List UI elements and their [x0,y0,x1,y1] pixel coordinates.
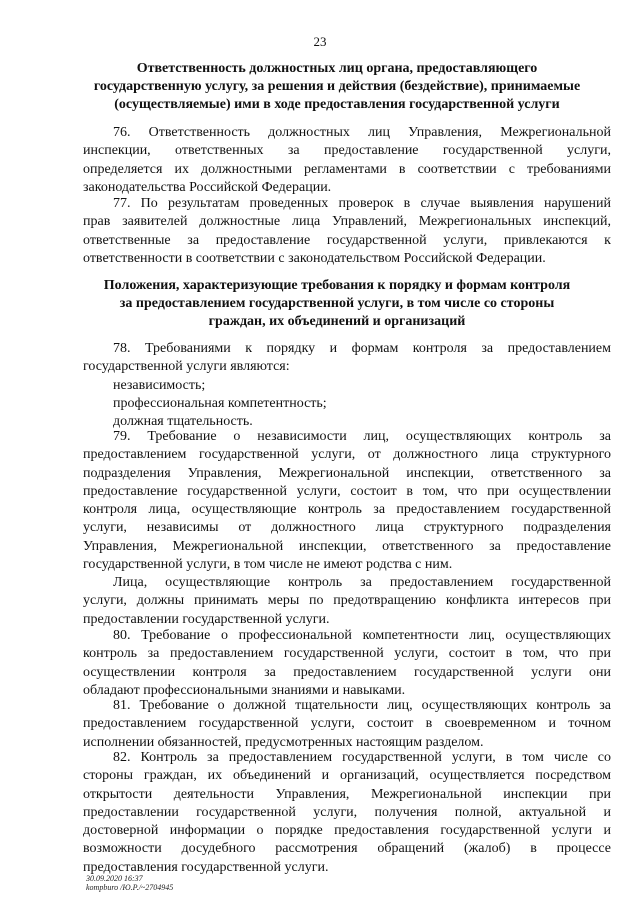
paragraph-79-continued [83,574,611,629]
page-number: 23 [313,34,327,49]
para-line: предоставлении государственной услуги, получения полной, актуальной и [83,804,611,820]
para-line: стороны граждан, их объединений и организаций, осуществляется посредством [83,768,611,784]
para-line: 82. Контроль за предоставлением государственной услуги, в том числе со [113,750,611,765]
para-line: определяется их должностными регламентами в соответствии с требованиями [83,161,611,177]
heading-line: за предоставлением государственной услуги, в том числе со стороны [119,296,555,311]
para-line: предоставлении государственной услуги. [83,611,330,627]
para-line: подразделения Управления, Межрегиональной инспекции, ответственного за [83,465,611,481]
heading-line: Ответственность должностных лиц органа, предоставляющего [136,61,538,76]
section-heading-responsibility [82,60,592,114]
para-line: услуги, должны принимать меры по предотвращению конфликта интересов при [83,593,611,609]
paragraph-82 [83,749,611,877]
list-item: должная тщательность. [113,414,253,430]
heading-line: государственную услугу, за решения и действия (бездействие), принимаемые [93,79,581,94]
para-line: возможности досудебного рассмотрения обращений (жалоб) в процессе [83,841,611,857]
para-line: государственной услуги являются: [83,359,290,375]
para-line: 78. Требованиями к порядку и формам контроля за предоставлением [113,341,611,356]
heading-line: (осуществляемые) ими в ходе предоставления государственной услуги [114,97,560,112]
paragraph-79 [83,428,611,574]
para-line: 77. По результатам проведенных проверок в случае выявления нарушений [113,196,611,211]
para-line: ответственности в соответствии с законодательством Российской Федерации. [83,250,546,266]
footer-stamp [86,874,173,892]
paragraph-76 [83,124,611,197]
para-line: 79. Требование о независимости лиц, осуществляющих контроль за [113,429,611,444]
para-line: прав заявителей должностные лица Управлений, Межрегиональных инспекций, [83,214,611,230]
para-line: инспекции, ответственных за предоставление государственной услуги, [83,143,611,159]
para-line: контроль за предоставлением государственной услуги, состоит в том, что при [83,646,611,662]
para-line: обладают профессиональными знаниями и навыками. [83,682,406,698]
para-line: предоставления государственной услуги. [83,859,329,875]
paragraph-81 [83,697,611,752]
para-line: исполнении обязанностей, предусмотренных настоящим разделом. [83,734,484,750]
list-item: профессиональная компетентность; [113,395,327,411]
para-line: 76. Ответственность должностных лиц Управления, Межрегиональной [113,125,611,140]
para-line: 81. Требование о должной тщательности лиц, осуществляющих контроль за [113,698,611,713]
para-line: 80. Требование о профессиональной компетентности лиц, осуществляющих [113,628,611,643]
paragraph-78 [83,340,611,431]
heading-line: граждан, их объединений и организаций [208,314,466,329]
para-line: Лица, осуществляющие контроль за предоставлением государственной [113,575,611,590]
para-line: осуществлении контроля за предоставлением государственной услуги они [83,664,611,680]
para-line: контроля лица, осуществляющие контроль за предоставлением государственной [83,502,611,518]
list-item: независимость; [113,377,206,393]
footer-date: 30.09.2020 16:37 [86,874,143,883]
heading-line: Положения, характеризующие требования к порядку и формам контроля [103,278,571,293]
para-line: ответственные за предоставление государственной услуги, привлекаются к [83,232,611,248]
para-line: достоверной информации о порядке предоставления государственной услуги и [83,823,611,839]
para-line: услуги, независимы от должностного лица структурного подразделения [83,520,611,536]
section-heading-control [82,277,592,331]
footer-reference: kompburo /Ю.Р./~2704945 [86,883,174,892]
para-line: государственной услуги, в том числе не имеют родства с ним. [83,557,453,573]
paragraph-80 [83,627,611,700]
para-line: Управления, Межрегиональной инспекции, ответственного за предоставление [83,538,611,554]
para-line: открытости деятельности Управления, Межрегиональной инспекции при [83,786,611,802]
para-line: предоставлением государственной услуги, состоит в своевременном и точном [83,716,611,732]
para-line: предоставлением государственной услуги, от должностного лица структурного [83,447,611,463]
para-line: предоставление государственной услуги, состоит в том, что при осуществлении [83,483,611,499]
para-line: законодательства Российской Федерации. [83,179,332,195]
paragraph-77 [83,195,611,268]
